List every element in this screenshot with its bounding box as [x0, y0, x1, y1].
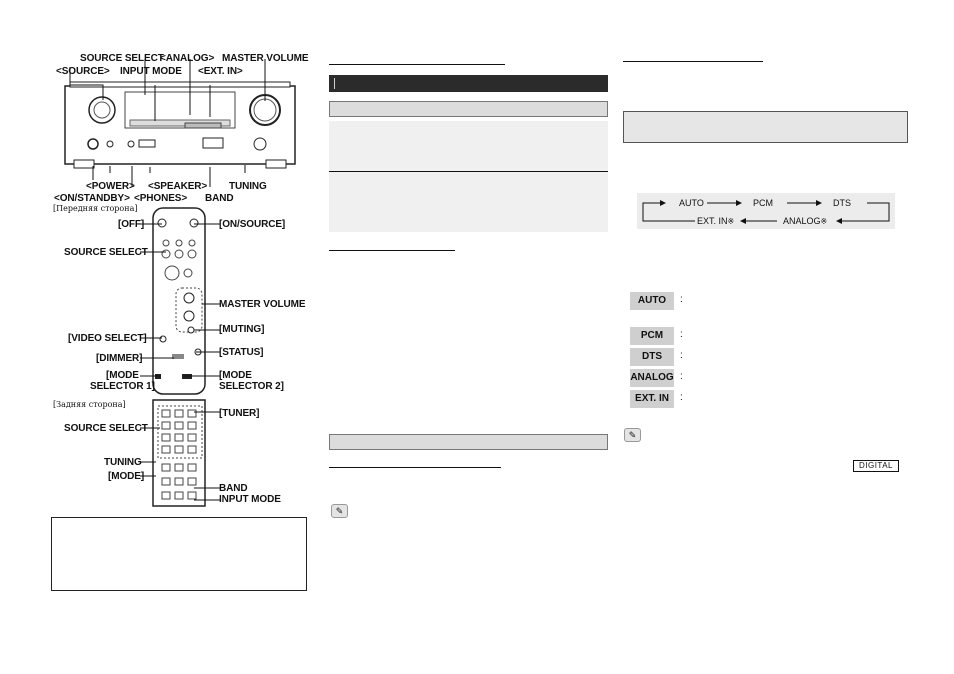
info-panel-2 — [329, 172, 608, 232]
label-band: BAND — [205, 193, 234, 204]
flow-pcm: PCM — [753, 198, 773, 208]
mode-tag-dts: DTS — [630, 348, 674, 366]
label-speaker: <SPEAKER> — [148, 181, 208, 192]
flow-ext-in: EXT. IN※ — [697, 216, 735, 226]
caption-front-side: [Передняя сторона] — [53, 204, 138, 213]
label-on-standby: <ON/STANDBY> — [54, 193, 130, 204]
label-remote-tuning: TUNING — [104, 457, 142, 468]
digital-badge: DIGITAL — [853, 460, 899, 472]
subheading-underline — [329, 250, 455, 251]
label-input-mode: INPUT MODE — [120, 66, 182, 77]
label-source: <SOURCE> — [56, 66, 110, 77]
mode-tag-pcm: PCM — [630, 327, 674, 345]
heading-underline — [329, 64, 505, 65]
pencil-icon-right: ✎ — [624, 428, 641, 442]
label-master-volume: MASTER VOLUME — [222, 53, 309, 64]
info-panel-1 — [329, 121, 608, 171]
label-mode-selector-2a: [MODE — [219, 370, 252, 381]
flow-dts: DTS — [833, 198, 851, 208]
label-tuning: TUNING — [229, 181, 267, 192]
label-status: [STATUS] — [219, 347, 264, 358]
label-remote-master-volume: MASTER VOLUME — [219, 299, 306, 310]
label-mode-selector-1b: SELECTOR 1] — [90, 381, 155, 392]
pencil-icon: ✎ — [331, 504, 348, 518]
flow-analog: ANALOG※ — [783, 216, 828, 226]
label-phones: <PHONES> — [134, 193, 188, 204]
label-video-select: [VIDEO SELECT] — [68, 333, 147, 344]
right-gray-box — [623, 111, 908, 143]
label-muting: [MUTING] — [219, 324, 265, 335]
mode-tag-auto: AUTO — [630, 292, 674, 310]
remote-leader-lines — [140, 218, 220, 508]
label-mode-selector-2b: SELECTOR 2] — [219, 381, 284, 392]
mode-tag-analog: ANALOG — [630, 369, 674, 387]
label-analog: <ANALOG> — [160, 53, 215, 64]
label-off: [OFF] — [118, 219, 145, 230]
label-remote-source-select-rear: SOURCE SELECT — [64, 423, 148, 434]
flow-auto: AUTO — [679, 198, 704, 208]
label-ext-in: <EXT. IN> — [198, 66, 243, 77]
subsection-header-bar-2 — [329, 434, 608, 450]
subsection-header-bar — [329, 101, 608, 117]
note-box — [51, 517, 307, 591]
subheading-underline-2 — [329, 467, 501, 468]
label-mode-selector-1a: [MODE — [106, 370, 139, 381]
label-power: <POWER> — [86, 181, 135, 192]
label-remote-source-select: SOURCE SELECT — [64, 247, 148, 258]
caption-rear-side: [Задняя сторона] — [53, 400, 126, 409]
label-mode: [MODE] — [108, 471, 145, 482]
label-on-source: [ON/SOURCE] — [219, 219, 286, 230]
label-tuner: [TUNER] — [219, 408, 260, 419]
label-source-select: SOURCE SELECT — [80, 53, 164, 64]
label-remote-band: BAND — [219, 483, 248, 494]
section-header-bar — [329, 75, 608, 92]
label-remote-input-mode: INPUT MODE — [219, 494, 281, 505]
label-dimmer: [DIMMER] — [96, 353, 143, 364]
mode-tag-ext-in: EXT. IN — [630, 390, 674, 408]
right-heading-underline — [623, 61, 763, 62]
